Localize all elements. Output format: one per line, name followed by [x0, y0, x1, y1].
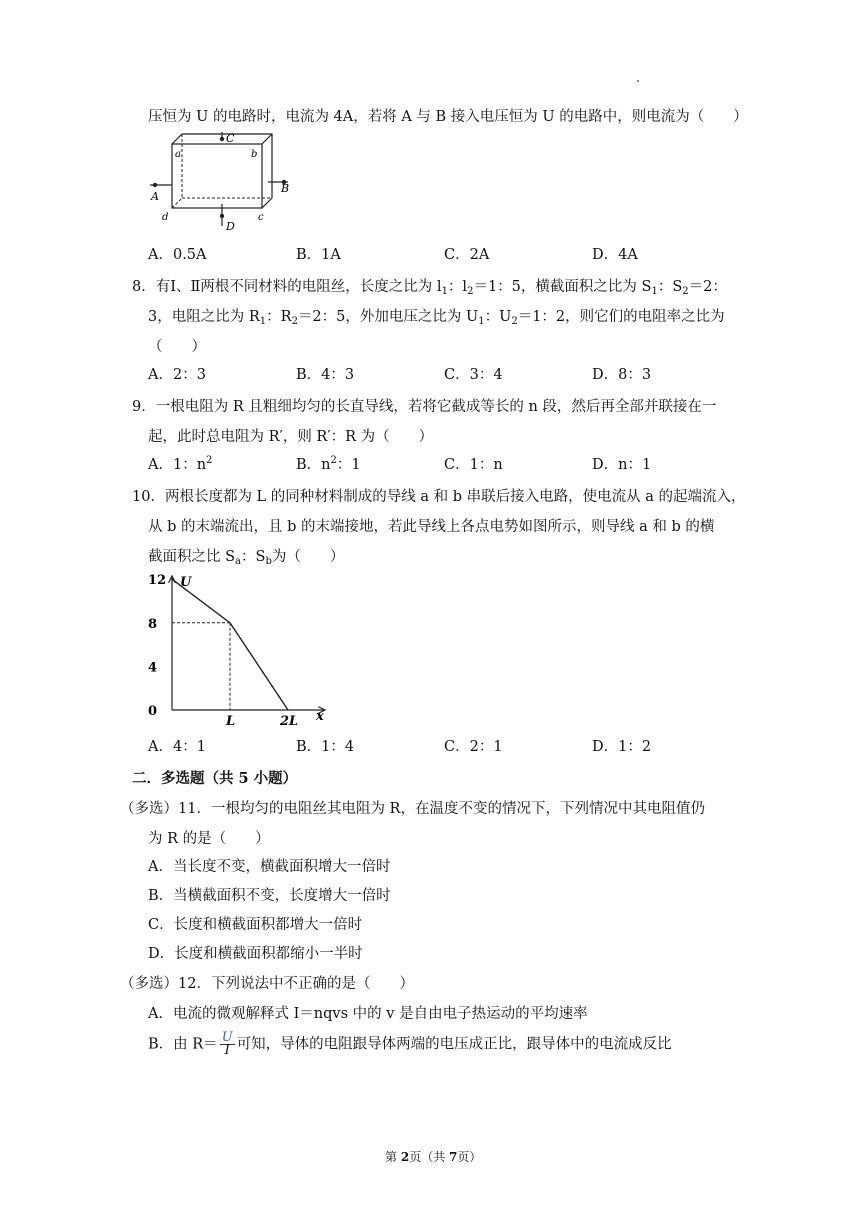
q7-option-d: D．4A	[592, 247, 638, 263]
scan-dot	[637, 80, 639, 82]
label-D: D	[226, 220, 235, 232]
q11-option-a: A．当长度不变，横截面积增大一倍时	[148, 859, 391, 875]
q8-line3: （ ）	[148, 339, 206, 355]
q9-line2: 起，此时总电阻为 R′，则 R′：R 为（ ）	[148, 429, 434, 445]
q7-block-figure	[146, 132, 306, 232]
q11-line2: 为 R 的是（ ）	[148, 831, 270, 847]
q8-option-d: D．8：3	[592, 367, 652, 383]
q8-line2: 3，电阻之比为 $R_1$：$R_2=2$：5，外加电压之比为 $U_1$：$U_2=1$：2，则它们的电阻率之比为	[148, 309, 725, 327]
q9-option-b: B．$n^2$：1	[296, 455, 361, 473]
label-a: a	[175, 149, 181, 160]
q10-option-a: A．4：1	[148, 739, 206, 755]
x-tick-label: 2L	[280, 714, 299, 729]
q7-option-c: C．2A	[444, 247, 490, 263]
q7-option-b: B．1A	[296, 247, 341, 263]
x-tick-label: L	[226, 714, 236, 729]
q11-option-d: D．长度和横截面积都缩小一半时	[148, 946, 363, 962]
section-heading: 二．多选题（共 5 小题）	[132, 770, 298, 787]
label-b: b	[251, 149, 258, 160]
q12-option-a: A．电流的微观解释式 I＝nqvs 中的 v 是自由电子热运动的平均速率	[148, 1006, 588, 1022]
u-over-i-fraction: $\frac{U}{I}$	[221, 1030, 233, 1058]
q7-option-a: A．0.5A	[148, 247, 207, 263]
y-tick-label: 0	[148, 704, 158, 719]
q12-line1: （多选）12．下列说法中不正确的是（ ）	[120, 976, 414, 992]
x-axis-label: x	[316, 709, 324, 724]
q9-option-c: C．1：n	[444, 457, 503, 473]
q10-line2: 从 b 的末端流出，且 b 的末端接地，若此导线上各点电势如图所示，则导线 a 和 b 的横	[148, 519, 715, 535]
y-tick-label: 8	[148, 616, 158, 632]
y-axis-label: U	[180, 575, 192, 590]
q8-line1: 8．有Ⅰ、Ⅱ两根不同材料的电阻丝，长度之比为 $l_1$：$l_2=1$：5，横截面积之比为 $S_1$：$S_2=2$：	[132, 279, 727, 297]
q12-option-b: B．由 R＝ $\frac{U}{I}$ 可知，导体的电阻跟导体两端的电压成正比，跟导体中的电流成反比	[148, 1030, 672, 1058]
q10-option-d: D．1：2	[592, 739, 652, 755]
label-C: C	[226, 132, 235, 145]
q10-option-b: B．1：4	[296, 739, 355, 755]
label-d: d	[162, 212, 169, 223]
q9-line1: 9．一根电阻为 R 且粗细均匀的长直导线，若将它截成等长的 n 段，然后再全部并联接在一	[132, 399, 717, 415]
q8-option-c: C．3：4	[444, 367, 503, 383]
q11-line1: （多选）11．一根均匀的电阻丝其电阻为 R，在温度不变的情况下，下列情况中其电阻值仍	[120, 801, 705, 817]
label-B: B	[281, 182, 290, 195]
q10-line1: 10．两根长度都为 L 的同种材料制成的导线 a 和 b 串联后接入电路，使电流从 a 的起端流入，	[132, 489, 746, 505]
y-tick-label: 12	[148, 573, 167, 589]
q7-continuation: 压恒为 U 的电路时，电流为 4A，若将 A 与 B 接入电压恒为 U 的电路中，则电流为（ ）	[148, 109, 748, 125]
q9-option-a: A．1：$n^2$	[148, 455, 213, 473]
q10-line3: 截面积之比 $S_a$：$S_b$为（ ）	[148, 549, 345, 567]
page-footer: 第 2页（共 7页）	[385, 1150, 482, 1164]
q8-option-a: A．2：3	[148, 367, 206, 383]
y-tick-label: 4	[148, 660, 158, 676]
q9-option-d: D．n：1	[592, 457, 652, 473]
q11-option-c: C．长度和横截面积都增大一倍时	[148, 917, 363, 933]
q11-option-b: B．当横截面积不变，长度增大一倍时	[148, 888, 391, 904]
label-A: A	[151, 190, 159, 203]
label-c: c	[258, 212, 264, 223]
potential-chart	[140, 570, 340, 730]
q8-option-b: B．4：3	[296, 367, 355, 383]
q10-option-c: C．2：1	[444, 739, 503, 755]
